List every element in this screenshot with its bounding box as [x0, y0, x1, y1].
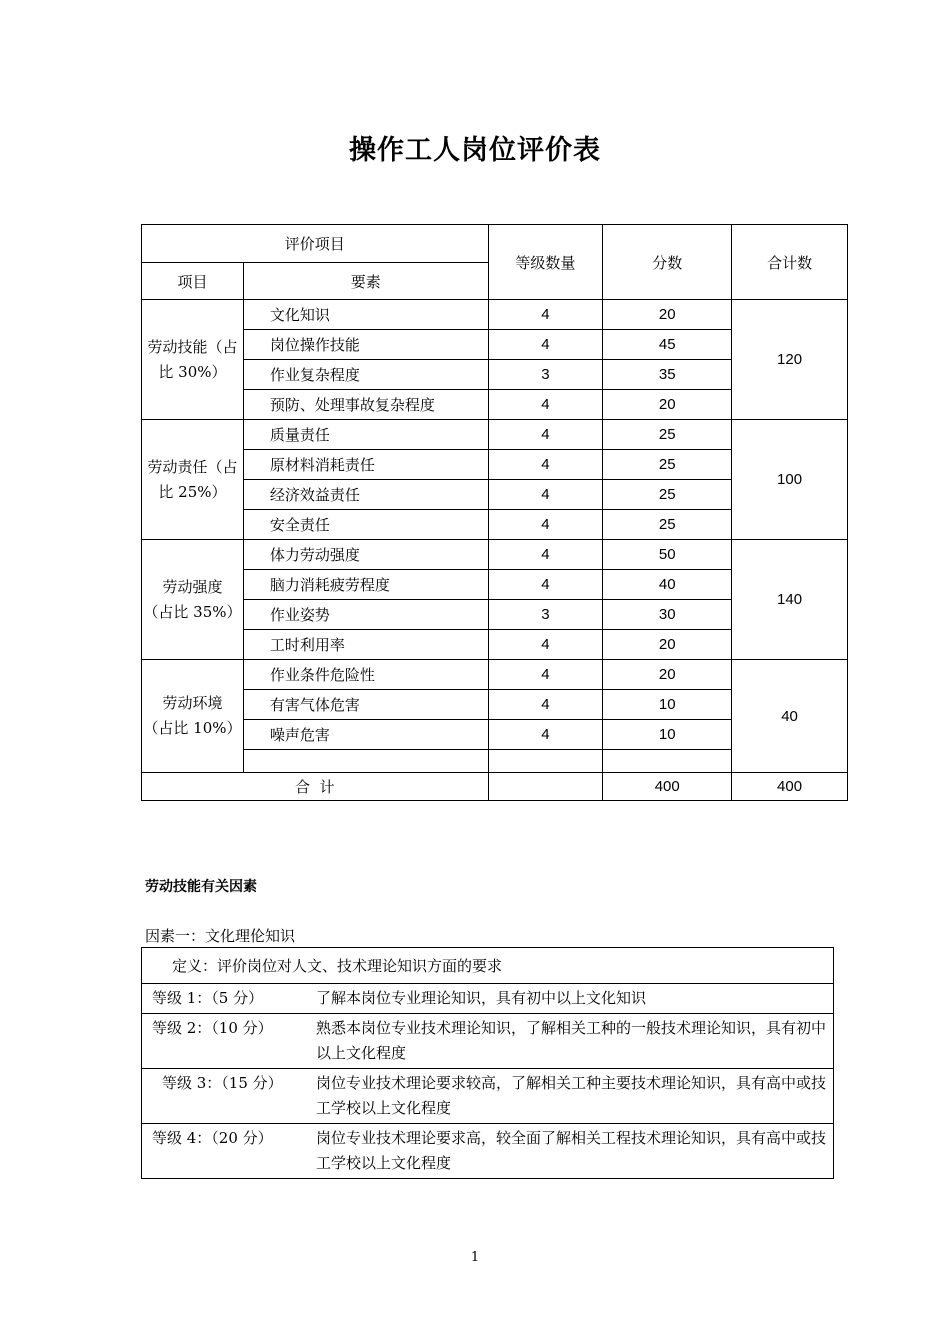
header-total: 合计数 — [732, 225, 848, 300]
grade-cell: 4 — [488, 480, 603, 510]
score-cell: 35 — [603, 360, 732, 390]
category-ratio: （占比 35%） — [143, 602, 242, 621]
score-cell: 50 — [603, 540, 732, 570]
level-description: 岗位专业技术理论要求高，较全面了解相关工程技术理论知识，具有高中或技工学校以上文化程度 — [312, 1124, 834, 1179]
group-total-cell: 140 — [732, 540, 848, 660]
element-cell: 体力劳动强度 — [243, 540, 488, 570]
score-cell: 25 — [603, 420, 732, 450]
level-label: 等级 4：（20 分） — [142, 1124, 313, 1179]
score-cell: 20 — [603, 660, 732, 690]
table-row — [142, 300, 848, 330]
element-cell: 作业姿势 — [243, 600, 488, 630]
category-cell — [142, 420, 244, 540]
header-score: 分数 — [603, 225, 732, 300]
grade-cell: 4 — [488, 690, 603, 720]
grade-cell: 4 — [488, 390, 603, 420]
score-cell: 25 — [603, 480, 732, 510]
group-total-cell: 40 — [732, 660, 848, 773]
element-cell: 岗位操作技能 — [243, 330, 488, 360]
sum-label: 合 计 — [142, 773, 489, 801]
score-cell: 10 — [603, 720, 732, 750]
header-eval-item: 评价项目 — [142, 225, 489, 263]
level-row — [142, 1069, 834, 1124]
factor-definition: 定义：评价岗位对人文、技术理论知识方面的要求 — [142, 948, 834, 984]
group-total-cell: 100 — [732, 420, 848, 540]
element-cell: 有害气体危害 — [243, 690, 488, 720]
level-description: 熟悉本岗位专业技术理论知识，了解相关工种的一般技术理论知识，具有初中以上文化程度 — [312, 1014, 834, 1069]
category-label: 劳动责任（占 — [147, 457, 238, 476]
score-cell: 45 — [603, 330, 732, 360]
element-cell: 作业条件危险性 — [243, 660, 488, 690]
category-label: 劳动强度 — [162, 577, 223, 596]
header-element: 要素 — [243, 263, 488, 300]
element-cell: 安全责任 — [243, 510, 488, 540]
group-total-cell: 120 — [732, 300, 848, 420]
score-cell: 25 — [603, 450, 732, 480]
element-cell: 质量责任 — [243, 420, 488, 450]
grade-cell: 3 — [488, 360, 603, 390]
factor-title: 因素一：文化理伦知识 — [145, 927, 296, 945]
grade-cell: 4 — [488, 330, 603, 360]
element-cell: 原材料消耗责任 — [243, 450, 488, 480]
element-cell: 文化知识 — [243, 300, 488, 330]
section-heading: 劳动技能有关因素 — [145, 879, 257, 895]
score-cell: 20 — [603, 390, 732, 420]
category-cell — [142, 540, 244, 660]
category-cell — [142, 300, 244, 420]
score-cell — [603, 750, 732, 773]
level-label: 等级 2：（10 分） — [142, 1014, 313, 1069]
element-cell: 预防、处理事故复杂程度 — [243, 390, 488, 420]
category-ratio: （占比 10%） — [143, 719, 242, 737]
score-cell: 30 — [603, 600, 732, 630]
grade-cell: 3 — [488, 600, 603, 630]
score-cell: 40 — [603, 570, 732, 600]
element-cell: 工时利用率 — [243, 630, 488, 660]
grade-cell: 4 — [488, 720, 603, 750]
category-ratio: 比 30%） — [158, 362, 227, 381]
grade-cell: 4 — [488, 300, 603, 330]
level-description: 岗位专业技术理论要求较高，了解相关工种主要技术理论知识，具有高中或技工学校以上文化程度 — [312, 1069, 834, 1124]
sum-score: 400 — [603, 773, 732, 801]
sum-total: 400 — [732, 773, 848, 801]
sum-row — [142, 773, 848, 801]
table-row — [142, 420, 848, 450]
level-row — [142, 1124, 834, 1179]
header-grade-count: 等级数量 — [488, 225, 603, 300]
element-cell — [243, 750, 488, 773]
element-cell: 经济效益责任 — [243, 480, 488, 510]
score-cell: 25 — [603, 510, 732, 540]
level-row — [142, 984, 834, 1014]
grade-cell: 4 — [488, 540, 603, 570]
element-cell: 作业复杂程度 — [243, 360, 488, 390]
level-row — [142, 1014, 834, 1069]
table-row — [142, 540, 848, 570]
level-label: 等级 1：（5 分） — [142, 984, 313, 1014]
score-cell: 10 — [603, 690, 732, 720]
category-label: 劳动技能（占 — [147, 337, 238, 356]
category-ratio: 比 25%） — [158, 482, 227, 501]
score-cell: 20 — [603, 630, 732, 660]
grade-cell: 4 — [488, 450, 603, 480]
grade-cell: 4 — [488, 420, 603, 450]
category-label: 劳动环境 — [162, 694, 223, 712]
element-cell: 噪声危害 — [243, 720, 488, 750]
evaluation-table — [141, 224, 848, 801]
header-item: 项目 — [142, 263, 244, 300]
category-cell — [142, 660, 244, 773]
score-cell: 20 — [603, 300, 732, 330]
page-number: 1 — [470, 1250, 480, 1265]
factor-table — [141, 947, 834, 1179]
level-label: 等级 3：（15 分） — [142, 1069, 313, 1124]
grade-cell: 4 — [488, 510, 603, 540]
grade-cell: 4 — [488, 630, 603, 660]
grade-cell — [488, 750, 603, 773]
sum-grades — [488, 773, 603, 801]
grade-cell: 4 — [488, 660, 603, 690]
grade-cell: 4 — [488, 570, 603, 600]
level-description: 了解本岗位专业理论知识，具有初中以上文化知识 — [312, 984, 834, 1014]
table-row — [142, 660, 848, 690]
element-cell: 脑力消耗疲劳程度 — [243, 570, 488, 600]
page-title: 操作工人岗位评价表 — [349, 135, 601, 166]
